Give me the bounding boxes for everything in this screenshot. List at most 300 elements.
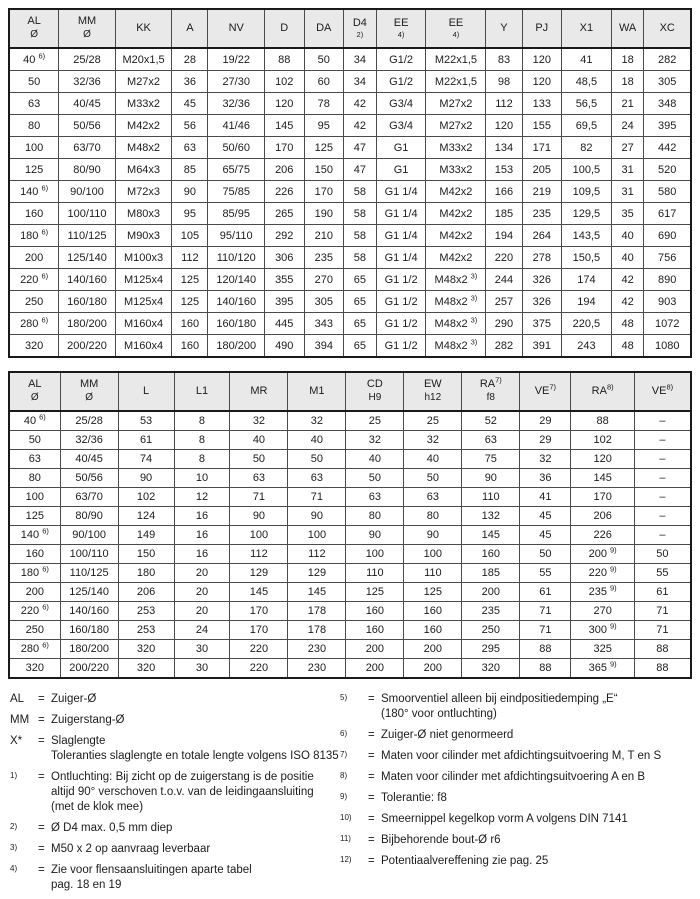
table-cell: 50 xyxy=(230,450,288,469)
table-cell: 63 xyxy=(346,488,404,507)
footnote-text: Zuiger-Ø xyxy=(51,693,97,705)
table-cell: 903 xyxy=(644,291,691,313)
table-cell: – xyxy=(634,450,691,469)
table-cell: M48x2 $^{3)}$ xyxy=(426,335,486,358)
table-cell: 50 xyxy=(634,545,691,564)
table-cell: 160 xyxy=(346,621,404,640)
footnote-item xyxy=(10,692,340,707)
footnotes-column-left xyxy=(10,692,340,899)
footnote-equals: = xyxy=(38,714,45,726)
table-cell: 29 xyxy=(520,411,571,431)
table-cell: 83 xyxy=(486,48,522,71)
table-cell: 71 xyxy=(288,488,346,507)
footnote-marker: 9) xyxy=(340,792,348,801)
table-cell: 250 xyxy=(9,291,59,313)
table-cell: 50/60 xyxy=(208,137,265,159)
table-cell: M42x2 xyxy=(426,203,486,225)
table-cell: 120 xyxy=(264,93,304,115)
table-cell: 30 xyxy=(174,659,230,679)
table-cell: M42x2 xyxy=(426,181,486,203)
footnote-marker: 4) xyxy=(10,864,18,873)
footnote-text: Zuiger-Ø niet genormeerd xyxy=(381,729,514,741)
footnote-marker: 6) xyxy=(340,729,348,738)
table-cell: M48x2 $^{3)}$ xyxy=(426,269,486,291)
table-cell: 125 xyxy=(172,291,208,313)
footnote-text: Ø D4 max. 0,5 mm diep xyxy=(51,822,173,834)
table-cell: 160 xyxy=(404,621,462,640)
table-cell: 120 xyxy=(522,71,562,93)
table-cell: G1 1/2 xyxy=(376,291,426,313)
table-cell: – xyxy=(634,488,691,507)
table-cell: 160 xyxy=(9,203,59,225)
table-cell: 95 xyxy=(304,115,344,137)
table-row xyxy=(9,583,691,602)
table-cell: 71 xyxy=(520,602,571,621)
table-cell: 32 xyxy=(230,411,288,431)
table-cell: 80 xyxy=(9,115,59,137)
table-cell: 16 xyxy=(174,526,230,545)
table-cell: 102 xyxy=(571,431,634,450)
footnote-item xyxy=(340,812,692,827)
table-cell: 140/160 xyxy=(60,602,118,621)
column-header: EE 4) xyxy=(376,9,426,48)
column-header: XC xyxy=(644,9,691,48)
table-cell: 200 xyxy=(9,583,60,602)
table-cell: 69,5 xyxy=(562,115,612,137)
table-cell: 490 xyxy=(264,335,304,358)
table-cell: 280 $^{6)}$ xyxy=(9,313,59,335)
table-cell: 320 xyxy=(462,659,520,679)
table-cell: – xyxy=(634,469,691,488)
column-header: D4 2) xyxy=(344,9,377,48)
column-header: D xyxy=(264,9,304,48)
footnote-equals: = xyxy=(368,834,375,846)
table-cell: 445 xyxy=(264,313,304,335)
table-cell: 280 $^{6)}$ xyxy=(9,640,60,659)
table-cell: 185 xyxy=(462,564,520,583)
table-cell: 442 xyxy=(644,137,691,159)
footnote-text: Maten voor cilinder met afdichtingsuitvoering A en B xyxy=(381,771,646,783)
table-cell: 75/85 xyxy=(208,181,265,203)
table-cell: 85/95 xyxy=(208,203,265,225)
table-cell: – xyxy=(634,507,691,526)
table-cell: 65 xyxy=(344,335,377,358)
table-cell: 132 xyxy=(462,507,520,526)
table-row xyxy=(9,247,691,269)
table-cell: 34 xyxy=(344,48,377,71)
table-cell: 206 xyxy=(571,507,634,526)
table-cell: 257 xyxy=(486,291,522,313)
table-cell: 143,5 xyxy=(562,225,612,247)
column-header: A xyxy=(172,9,208,48)
table-cell: 100/110 xyxy=(60,545,118,564)
column-header: NV xyxy=(208,9,265,48)
footnote-item xyxy=(10,713,340,728)
table-cell: 890 xyxy=(644,269,691,291)
table-cell: 185 xyxy=(486,203,522,225)
table-cell: G1 1/4 xyxy=(376,203,426,225)
table-cell: 365 $^{9)}$ xyxy=(571,659,634,679)
table-cell: 61 xyxy=(634,583,691,602)
table-cell: 30 xyxy=(174,640,230,659)
column-header: MM Ø xyxy=(60,372,118,411)
table-cell: 55 xyxy=(634,564,691,583)
table-cell: 80/90 xyxy=(60,507,118,526)
table-cell: 78 xyxy=(304,93,344,115)
table-cell: 580 xyxy=(644,181,691,203)
table-cell: 47 xyxy=(344,159,377,181)
table-cell: 40 xyxy=(611,225,644,247)
table-cell: 65 xyxy=(344,291,377,313)
footnote-equals: = xyxy=(38,735,45,747)
table-cell: 125 xyxy=(172,269,208,291)
table-cell: 61 xyxy=(520,583,571,602)
table-cell: 290 xyxy=(486,313,522,335)
footnote-text: Zie voor flensaansluitingen aparte tabel pag. 18 en 19 xyxy=(51,864,252,891)
table-cell: 145 xyxy=(462,526,520,545)
table-cell: 88 xyxy=(520,640,571,659)
table-cell: 125/140 xyxy=(59,247,116,269)
table-cell: 178 xyxy=(288,602,346,621)
table-cell: M100x3 xyxy=(115,247,172,269)
footnote-marker: MM xyxy=(10,714,30,726)
table-cell: 63/70 xyxy=(60,488,118,507)
table-cell: G1/2 xyxy=(376,71,426,93)
table-cell: 205 xyxy=(522,159,562,181)
footnote-text: Smoorventiel alleen bij eindpositiedemping „E“ (180° voor ontluchting) xyxy=(381,693,618,720)
footnote-item xyxy=(10,821,340,836)
table-cell: 140/160 xyxy=(59,269,116,291)
table-cell: 170 xyxy=(304,181,344,203)
table-cell: 61 xyxy=(118,431,174,450)
table-cell: M42x2 xyxy=(426,247,486,269)
table-cell: 24 xyxy=(611,115,644,137)
table-cell: M125x4 xyxy=(115,269,172,291)
table-cell: 48 xyxy=(611,335,644,358)
table-cell: 355 xyxy=(264,269,304,291)
table-cell: 270 xyxy=(571,602,634,621)
table-cell: 110 xyxy=(404,564,462,583)
table-cell: 180/200 xyxy=(60,640,118,659)
table-cell: 129 xyxy=(230,564,288,583)
table-cell: 250 xyxy=(462,621,520,640)
table-cell: 160/180 xyxy=(60,621,118,640)
footnote-item xyxy=(10,770,340,815)
table-cell: – xyxy=(634,526,691,545)
table-cell: 220 $^{6)}$ xyxy=(9,602,60,621)
table-cell: 31 xyxy=(611,181,644,203)
footnote-equals: = xyxy=(38,693,45,705)
table-cell: 282 xyxy=(486,335,522,358)
table-row xyxy=(9,137,691,159)
table-cell: 235 xyxy=(462,602,520,621)
table-cell: 230 xyxy=(288,659,346,679)
table-cell: 125 xyxy=(404,583,462,602)
table-cell: 220 xyxy=(486,247,522,269)
table-row xyxy=(9,71,691,93)
column-header: M1 xyxy=(288,372,346,411)
table-cell: M48x2 $^{3)}$ xyxy=(426,313,486,335)
table-cell: 90/100 xyxy=(60,526,118,545)
table-cell: 45 xyxy=(172,93,208,115)
table-cell: 53 xyxy=(118,411,174,431)
table-cell: 235 $^{9)}$ xyxy=(571,583,634,602)
column-header: L1 xyxy=(174,372,230,411)
table-cell: 145 xyxy=(264,115,304,137)
table-cell: 270 xyxy=(304,269,344,291)
table-cell: 194 xyxy=(562,291,612,313)
table-cell: 292 xyxy=(264,225,304,247)
table-cell: 88 xyxy=(634,659,691,679)
table-cell: 180/200 xyxy=(208,335,265,358)
table-cell: 226 xyxy=(264,181,304,203)
table-cell: 375 xyxy=(522,313,562,335)
table-cell: 32 xyxy=(520,450,571,469)
table-cell: 110 xyxy=(346,564,404,583)
table-row xyxy=(9,640,691,659)
table-cell: 326 xyxy=(522,269,562,291)
table-cell: 391 xyxy=(522,335,562,358)
table-cell: 124 xyxy=(118,507,174,526)
table-row xyxy=(9,159,691,181)
table-cell: 25 xyxy=(346,411,404,431)
table-cell: 160/180 xyxy=(208,313,265,335)
table-cell: 40 xyxy=(611,247,644,269)
footnote-marker: 1) xyxy=(10,771,18,780)
table-cell: 63 xyxy=(404,488,462,507)
table-cell: 20 xyxy=(174,602,230,621)
table-cell: 1072 xyxy=(644,313,691,335)
footnote-text: Potentiaalvereffening zie pag. 25 xyxy=(381,855,549,867)
column-header: CD H9 xyxy=(346,372,404,411)
table-cell: 18 xyxy=(611,71,644,93)
table-cell: 63 xyxy=(9,450,60,469)
table-cell: 40 $^{6)}$ xyxy=(9,48,59,71)
table-cell: M20x1,5 xyxy=(115,48,172,71)
table-cell: 140/160 xyxy=(208,291,265,313)
table-cell: 58 xyxy=(344,247,377,269)
table-cell: 88 xyxy=(571,411,634,431)
table-cell: 25/28 xyxy=(60,411,118,431)
table-row xyxy=(9,269,691,291)
table-cell: G1/2 xyxy=(376,48,426,71)
table-cell: 243 xyxy=(562,335,612,358)
table-cell: 200/220 xyxy=(60,659,118,679)
table-cell: 320 xyxy=(9,659,60,679)
table-cell: 100 xyxy=(404,545,462,564)
table-cell: 170 xyxy=(571,488,634,507)
table-cell: 16 xyxy=(174,507,230,526)
table-cell: 520 xyxy=(644,159,691,181)
table-cell: – xyxy=(634,431,691,450)
table-cell: G1 xyxy=(376,159,426,181)
table-cell: M42x2 xyxy=(426,225,486,247)
table-cell: 29 xyxy=(520,431,571,450)
table-cell: 63 xyxy=(288,469,346,488)
table-cell: 253 xyxy=(118,621,174,640)
table-cell: 58 xyxy=(344,181,377,203)
table-cell: 20 xyxy=(174,583,230,602)
footnote-marker: 3) xyxy=(10,843,18,852)
column-header: EE 4) xyxy=(426,9,486,48)
table-cell: 90 xyxy=(462,469,520,488)
table-cell: 32/36 xyxy=(208,93,265,115)
table-cell: 200 xyxy=(346,659,404,679)
table-cell: 155 xyxy=(522,115,562,137)
footnote-text: Ontluchting: Bij zicht op de zuigerstang is de positie altijd 90° verschoven t.o.v. van de leidingaansluiting (met de klok mee) xyxy=(51,771,314,813)
table-cell: 120/140 xyxy=(208,269,265,291)
table-cell: 394 xyxy=(304,335,344,358)
table-cell: 50 xyxy=(9,71,59,93)
table-cell: 88 xyxy=(634,640,691,659)
table-cell: 40 $^{6)}$ xyxy=(9,411,60,431)
table-cell: 166 xyxy=(486,181,522,203)
column-header: EW h12 xyxy=(404,372,462,411)
table-cell: 160 xyxy=(462,545,520,564)
table-cell: 194 xyxy=(486,225,522,247)
table-cell: 210 xyxy=(304,225,344,247)
table-cell: 27 xyxy=(611,137,644,159)
table-cell: 95 xyxy=(172,203,208,225)
table-cell: 32/36 xyxy=(59,71,116,93)
column-header: KK xyxy=(115,9,172,48)
footnote-item xyxy=(10,842,340,857)
footnote-marker: AL xyxy=(10,693,25,705)
table-row xyxy=(9,313,691,335)
table-cell: 60 xyxy=(304,71,344,93)
table-cell: M33x2 xyxy=(426,137,486,159)
table-cell: 36 xyxy=(172,71,208,93)
table-cell: 206 xyxy=(118,583,174,602)
footnote-equals: = xyxy=(38,864,45,876)
table-cell: 129 xyxy=(288,564,346,583)
table-cell: 250 xyxy=(9,621,60,640)
table-cell: 80/90 xyxy=(59,159,116,181)
table-cell: 690 xyxy=(644,225,691,247)
table-row xyxy=(9,659,691,679)
table-cell: 16 xyxy=(174,545,230,564)
column-header: WA xyxy=(611,9,644,48)
table-cell: 125/140 xyxy=(60,583,118,602)
table-cell: 28 xyxy=(172,48,208,71)
table-cell: 50 xyxy=(346,469,404,488)
table-cell: 58 xyxy=(344,203,377,225)
table-cell: 71 xyxy=(634,602,691,621)
table-cell: 40 xyxy=(230,431,288,450)
table-cell: 90/100 xyxy=(59,181,116,203)
table-cell: 100 xyxy=(346,545,404,564)
footnote-marker: 7) xyxy=(340,750,348,759)
footnote-equals: = xyxy=(368,792,375,804)
table-cell: G1 1/2 xyxy=(376,313,426,335)
footnote-text: M50 x 2 op aanvraag leverbaar xyxy=(51,843,211,855)
table-row xyxy=(9,203,691,225)
table-cell: 32 xyxy=(404,431,462,450)
footnote-item xyxy=(340,770,692,785)
table-cell: 63 xyxy=(9,93,59,115)
table-cell: 110/125 xyxy=(59,225,116,247)
table-cell: 63/70 xyxy=(59,137,116,159)
table-cell: 45 xyxy=(520,526,571,545)
table-cell: 48,5 xyxy=(562,71,612,93)
table-cell: 190 xyxy=(304,203,344,225)
footnotes-section xyxy=(8,692,692,899)
table-cell: 220 xyxy=(230,640,288,659)
table-cell: – xyxy=(634,411,691,431)
footnote-text: Maten voor cilinder met afdichtingsuitvoering M, T en S xyxy=(381,750,662,762)
column-header: Y xyxy=(486,9,522,48)
table-cell: 145 xyxy=(230,583,288,602)
table-cell: 160 xyxy=(9,545,60,564)
footnote-item xyxy=(340,749,692,764)
table-cell: 226 xyxy=(571,526,634,545)
table-cell: 8 xyxy=(174,450,230,469)
table-cell: 32 xyxy=(346,431,404,450)
table-cell: 133 xyxy=(522,93,562,115)
table-cell: M48x2 xyxy=(115,137,172,159)
table-cell: M27x2 xyxy=(426,93,486,115)
table-cell: 120 xyxy=(522,48,562,71)
table-cell: 105 xyxy=(172,225,208,247)
table-cell: 100 xyxy=(9,137,59,159)
table-cell: 220 $^{9)}$ xyxy=(571,564,634,583)
table-cell: 180 $^{6)}$ xyxy=(9,225,59,247)
table-cell: 88 xyxy=(264,48,304,71)
table-row xyxy=(9,431,691,450)
table-cell: M22x1,5 xyxy=(426,71,486,93)
table-cell: 170 xyxy=(264,137,304,159)
table-cell: 320 xyxy=(9,335,59,358)
table-cell: 150,5 xyxy=(562,247,612,269)
table-row xyxy=(9,291,691,313)
table-cell: 200 xyxy=(462,583,520,602)
table-row xyxy=(9,181,691,203)
table-cell: 265 xyxy=(264,203,304,225)
table-cell: M27x2 xyxy=(426,115,486,137)
table-cell: 27/30 xyxy=(208,71,265,93)
footnote-item xyxy=(340,791,692,806)
table-row xyxy=(9,507,691,526)
table-cell: 140 $^{6)}$ xyxy=(9,526,60,545)
table-cell: M33x2 xyxy=(115,93,172,115)
table-cell: M22x1,5 xyxy=(426,48,486,71)
table-cell: 756 xyxy=(644,247,691,269)
table-cell: 264 xyxy=(522,225,562,247)
footnote-marker: X* xyxy=(10,735,23,747)
footnotes-column-right xyxy=(340,692,692,899)
column-header: PJ xyxy=(522,9,562,48)
table-cell: 90 xyxy=(172,181,208,203)
footnote-item xyxy=(340,692,692,722)
table-row xyxy=(9,115,691,137)
table-cell: 160 xyxy=(172,313,208,335)
table-cell: M125x4 xyxy=(115,291,172,313)
table-cell: 102 xyxy=(264,71,304,93)
table-cell: 230 xyxy=(288,640,346,659)
table-cell: 206 xyxy=(264,159,304,181)
table-row xyxy=(9,225,691,247)
table-cell: 235 xyxy=(304,247,344,269)
table-cell: 320 xyxy=(118,640,174,659)
table-cell: 180 $^{6)}$ xyxy=(9,564,60,583)
table-cell: 220 xyxy=(230,659,288,679)
table-cell: 24 xyxy=(174,621,230,640)
table-cell: 282 xyxy=(644,48,691,71)
table-cell: 65 xyxy=(344,313,377,335)
table-cell: 306 xyxy=(264,247,304,269)
footnote-text: Bijbehorende bout-Ø r6 xyxy=(381,834,501,846)
column-header: RA$^{7)}$ f8 xyxy=(462,372,520,411)
